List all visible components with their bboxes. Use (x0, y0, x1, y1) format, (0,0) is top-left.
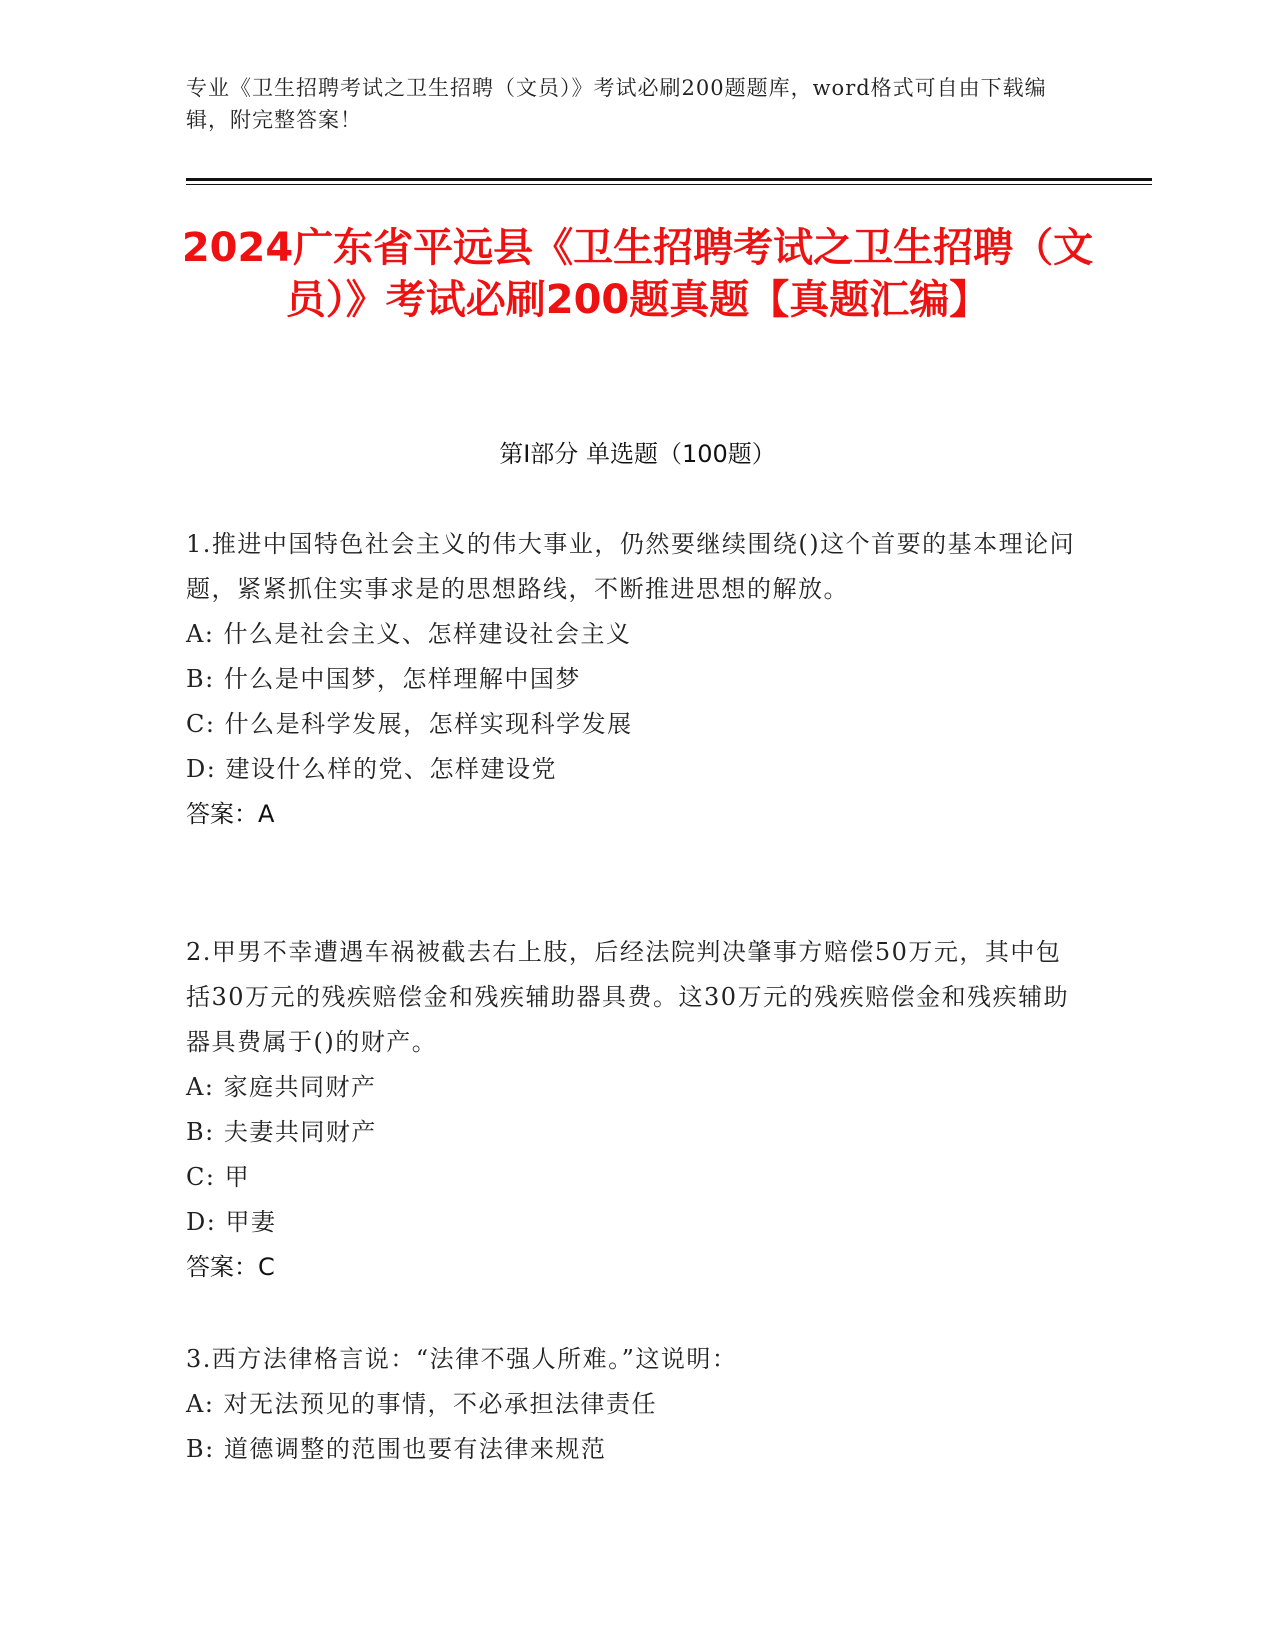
header-note: 专业《卫生招聘考试之卫生招聘（文员）》考试必刷200题题库，word格式可自由下载编辑，附完整答案！ (186, 76, 1047, 132)
question-stem: 3.西方法律格言说：“法律不强人所难。”这说明： (186, 1345, 738, 1373)
question-1 (186, 522, 1076, 837)
option-b: B: 夫妻共同财产 (186, 1118, 377, 1146)
header-divider-thin (186, 184, 1152, 185)
option-a: A: 对无法预见的事情，不必承担法律责任 (186, 1390, 658, 1418)
question-3 (186, 1337, 1076, 1472)
option-c: C: 什么是科学发展，怎样实现科学发展 (186, 710, 633, 738)
option-d: D: 建设什么样的党、怎样建设党 (186, 755, 557, 783)
option-c: C: 甲 (186, 1163, 251, 1191)
option-d: D: 甲妻 (186, 1208, 277, 1236)
question-stem: 1.推进中国特色社会主义的伟大事业，仍然要继续围绕()这个首要的基本理论问题，紧紧抓住实事求是的思想路线，不断推进思想的解放。 (186, 530, 1076, 603)
option-a: A: 什么是社会主义、怎样建设社会主义 (186, 620, 632, 648)
header-divider-thick (186, 178, 1152, 181)
question-stem: 2.甲男不幸遭遇车祸被截去右上肢，后经法院判决肇事方赔偿50万元，其中包括30万元的残疾赔偿金和残疾辅助器具费。这30万元的残疾赔偿金和残疾辅助器具费属于()的财产。 (186, 938, 1070, 1056)
option-b: B: 道德调整的范围也要有法律来规范 (186, 1435, 607, 1463)
answer-line: 答案：A (186, 800, 275, 828)
document-title: 2024广东省平远县《卫生招聘考试之卫生招聘（文员）》考试必刷200题真题【真题汇编】 (181, 225, 1094, 323)
question-2 (186, 930, 1076, 1290)
section-heading: 第I部分 单选题（100题） (499, 440, 776, 468)
option-a: A: 家庭共同财产 (186, 1073, 377, 1101)
answer-line: 答案：C (186, 1253, 275, 1281)
option-b: B: 什么是中国梦，怎样理解中国梦 (186, 665, 581, 693)
